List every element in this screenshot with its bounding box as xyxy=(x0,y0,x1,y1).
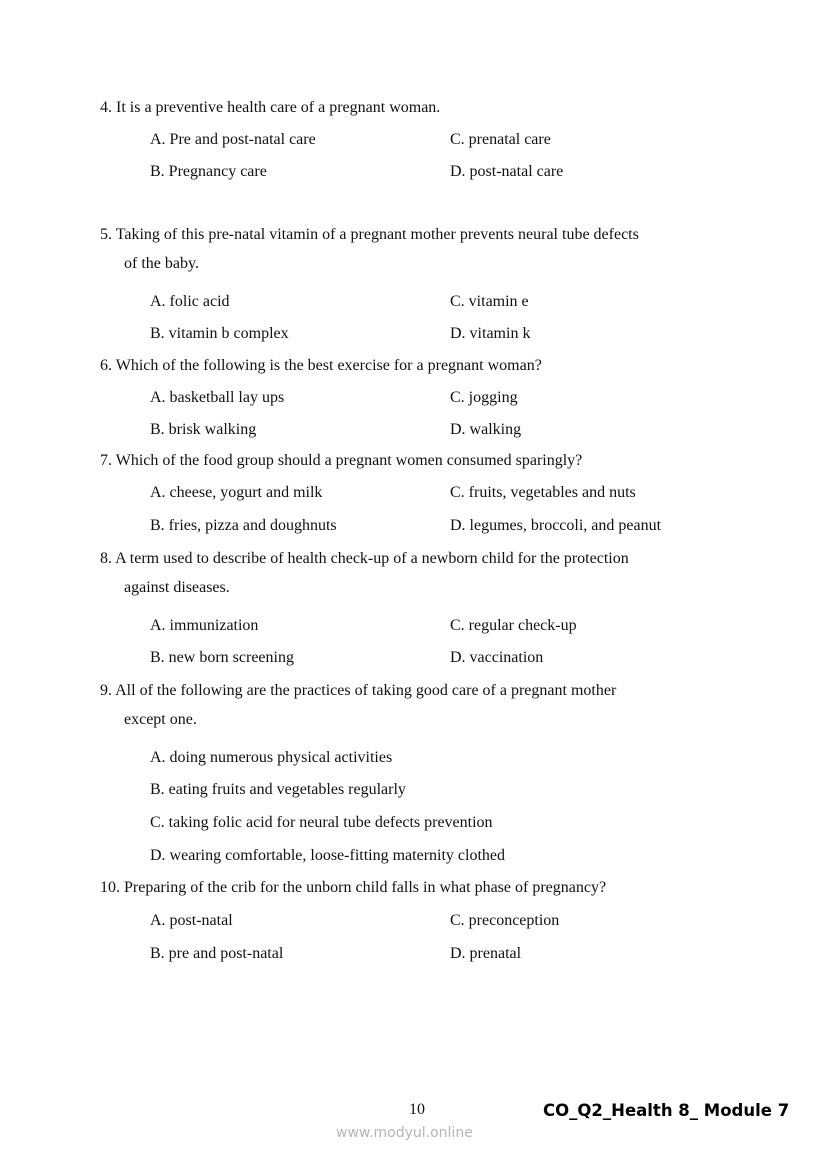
answer-option: B. new born screening xyxy=(150,649,294,666)
answer-option: A. basketball lay ups xyxy=(150,389,285,406)
question-stem: 7. Which of the food group should a pregnant women consumed sparingly? xyxy=(100,452,583,469)
watermark: www.modyul.online xyxy=(336,1125,473,1141)
module-label: CO_Q2_Health 8_ Module 7 xyxy=(543,1101,790,1120)
answer-option: C. taking folic acid for neural tube defects prevention xyxy=(150,814,493,831)
question-stem: 9. All of the following are the practices of taking good care of a pregnant mother xyxy=(100,682,617,699)
answer-option: D. vaccination xyxy=(450,649,544,666)
question-stem: 6. Which of the following is the best exercise for a pregnant woman? xyxy=(100,357,542,374)
answer-option: C. prenatal care xyxy=(450,131,551,148)
answer-option: A. post-natal xyxy=(150,912,233,929)
answer-option: A. doing numerous physical activities xyxy=(150,749,393,766)
question-stem: 8. A term used to describe of health check-up of a newborn child for the protection xyxy=(100,550,629,567)
answer-option: D. vitamin k xyxy=(450,325,531,342)
answer-option: B. pre and post-natal xyxy=(150,945,284,962)
answer-option: C. preconception xyxy=(450,912,560,929)
answer-option: B. fries, pizza and doughnuts xyxy=(150,517,337,534)
question-stem: of the baby. xyxy=(124,255,199,272)
question-stem: against diseases. xyxy=(124,579,230,596)
answer-option: D. prenatal xyxy=(450,945,522,962)
answer-option: D. walking xyxy=(450,421,522,438)
answer-option: A. immunization xyxy=(150,617,259,634)
answer-option: C. vitamin e xyxy=(450,293,529,310)
question-stem: 10. Preparing of the crib for the unborn child falls in what phase of pregnancy? xyxy=(100,879,607,896)
answer-option: B. vitamin b complex xyxy=(150,325,289,342)
question-stem: except one. xyxy=(124,711,197,728)
answer-option: B. eating fruits and vegetables regularly xyxy=(150,781,406,798)
answer-option: D. wearing comfortable, loose-fitting maternity clothed xyxy=(150,847,505,864)
answer-option: C. jogging xyxy=(450,389,518,406)
answer-option: B. Pregnancy care xyxy=(150,163,267,180)
answer-option: D. legumes, broccoli, and peanut xyxy=(450,517,662,534)
answer-option: B. brisk walking xyxy=(150,421,257,438)
question-stem: 5. Taking of this pre-natal vitamin of a pregnant mother prevents neural tube defects xyxy=(100,226,639,243)
page-number: 10 xyxy=(409,1101,425,1118)
answer-option: A. folic acid xyxy=(150,293,230,310)
answer-option: C. regular check-up xyxy=(450,617,577,634)
question-stem: 4. It is a preventive health care of a pregnant woman. xyxy=(100,99,441,116)
answer-option: A. Pre and post-natal care xyxy=(150,131,316,148)
answer-option: C. fruits, vegetables and nuts xyxy=(450,484,636,501)
answer-option: A. cheese, yogurt and milk xyxy=(150,484,323,501)
answer-option: D. post-natal care xyxy=(450,163,564,180)
